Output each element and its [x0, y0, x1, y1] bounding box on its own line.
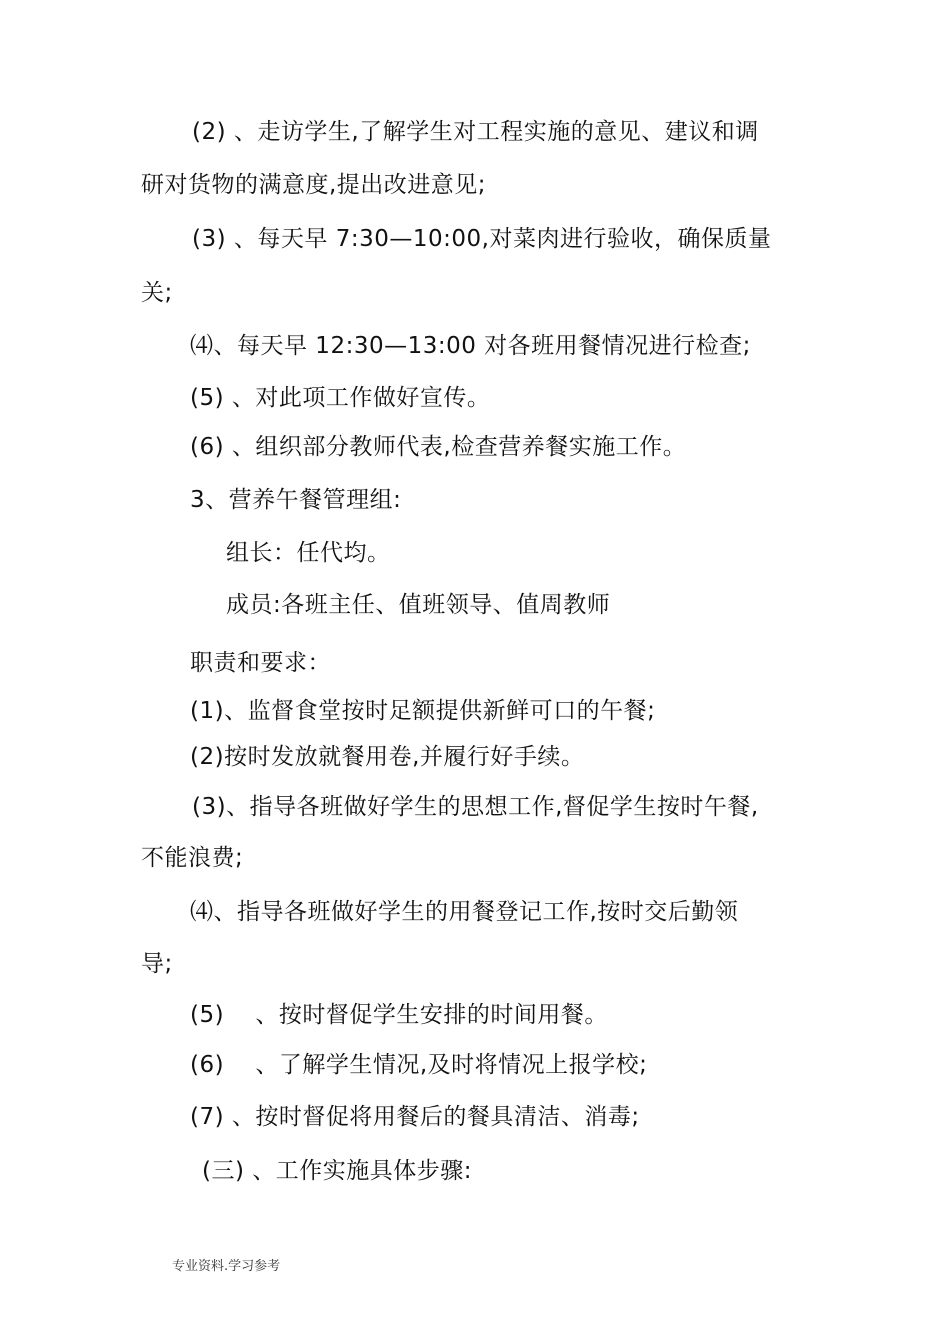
- text-line: (2) 、走访学生,了解学生对工程实施的意见、建议和调: [192, 119, 759, 145]
- text-line: 职责和要求：: [190, 650, 331, 676]
- text-line: ⑷、指导各班做好学生的用餐登记工作,按时交后勤领: [190, 899, 739, 925]
- text-line: (3)、指导各班做好学生的思想工作,督促学生按时午餐,: [192, 794, 759, 820]
- text-line: 成员:各班主任、值班领导、值周教师: [226, 592, 611, 618]
- text-line: (2)按时发放就餐用卷,并履行好手续。: [190, 744, 585, 770]
- text-line: ⑷、每天早 12:30—13:00 对各班用餐情况进行检查;: [190, 333, 751, 359]
- text-line: (6) 、了解学生情况,及时将情况上报学校;: [190, 1052, 648, 1078]
- text-line: 组长：任代均。: [226, 540, 391, 566]
- text-line: (1)、监督食堂按时足额提供新鲜可口的午餐;: [190, 698, 656, 724]
- text-line: (7) 、按时督促将用餐后的餐具清洁、消毒;: [190, 1104, 640, 1130]
- text-line: (5) 、对此项工作做好宣传。: [190, 385, 491, 411]
- text-line: 导;: [141, 951, 173, 977]
- text-line: (6) 、组织部分教师代表,检查营养餐实施工作。: [190, 434, 687, 460]
- page-footer: 专业资料.学习参考: [172, 1259, 281, 1274]
- section-heading: (三) 、工作实施具体步骤:: [202, 1158, 473, 1184]
- text-line: (3) 、每天早 7:30—10:00,对菜肉进行验收，确保质量: [192, 226, 772, 252]
- text-line: (5) 、按时督促学生安排的时间用餐。: [190, 1002, 608, 1028]
- section-heading: 3、营养午餐管理组:: [190, 487, 402, 513]
- text-line: 不能浪费;: [141, 845, 244, 871]
- text-line: 关;: [141, 280, 173, 306]
- text-line: 研对货物的满意度,提出改进意见;: [141, 172, 487, 198]
